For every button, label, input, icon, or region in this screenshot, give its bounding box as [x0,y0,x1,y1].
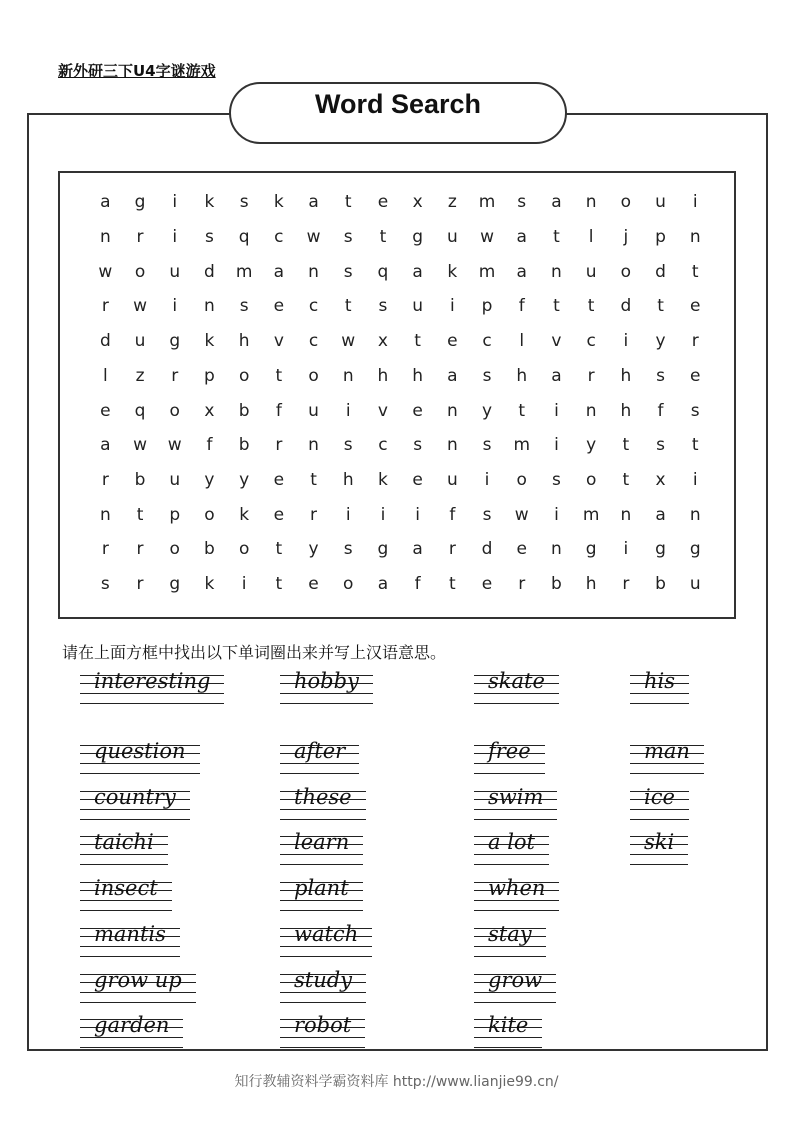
grid-letter: n [689,227,701,248]
grid-letter: r [171,365,179,386]
word-label: robot [294,1013,352,1037]
grid-letter: s [239,192,249,213]
grid-letter: s [205,227,214,248]
grid-letter: t [691,261,699,282]
word-entry [474,669,559,707]
word-label: free [488,739,531,763]
grid-letter: b [655,574,666,595]
grid-letter: p [655,227,666,248]
grid-letter: m [235,261,253,282]
word-entry [280,739,359,777]
grid-letter: u [169,261,181,282]
word-label: grow [488,968,543,992]
grid-letter: o [585,469,597,490]
grid-letter: r [101,296,109,317]
grid-letter: c [482,331,492,352]
grid-letter: k [204,574,215,595]
grid-letter: r [136,539,144,560]
grid-letter: e [516,539,527,560]
word-entry [280,830,363,868]
grid-letter: x [412,192,423,213]
grid-letter: m [478,192,496,213]
grid-letter: s [552,469,561,490]
grid-letter: n [342,365,354,386]
grid-letter: a [551,192,562,213]
grid-letter: q [238,227,250,248]
grid-letter: x [204,400,215,421]
grid-letter: a [273,261,285,282]
word-label: interesting [94,669,211,693]
grid-letter: g [169,331,181,352]
grid-letter: n [551,261,562,282]
word-entry [80,922,180,960]
grid-letter: a [308,192,319,213]
grid-letter: s [413,435,423,456]
grid-letter: x [377,331,388,352]
grid-letter: l [588,227,594,248]
title-banner [229,82,567,144]
grid-letter: h [516,365,528,386]
grid-letter: i [380,504,386,525]
grid-letter: d [481,539,493,560]
grid-letter: k [239,504,250,525]
grid-letter: o [134,261,146,282]
word-label: garden [94,1013,170,1037]
grid-letter: t [414,331,421,352]
grid-letter: u [412,296,424,317]
grid-letter: r [587,365,595,386]
grid-letter: r [691,331,699,352]
grid-letter: e [447,331,458,352]
grid-letter: f [275,400,282,421]
grid-letter: o [620,192,632,213]
grid-letter: d [655,261,666,282]
grid-letter: c [274,227,284,248]
grid-letter: e [412,469,423,490]
word-entry [630,739,704,777]
grid-letter: o [308,365,319,386]
grid-letter: t [275,365,283,386]
grid-letter: l [102,365,108,386]
grid-letter: h [620,400,632,421]
word-label: a lot [488,830,535,854]
grid-letter: t [518,400,526,421]
grid-letter: g [585,539,597,560]
word-label: man [644,739,690,763]
grid-letter: g [169,574,181,595]
word-label: question [94,739,186,763]
word-entry [80,876,172,914]
grid-letter: m [513,435,531,456]
grid-letter: k [273,192,284,213]
grid-letter: m [478,261,496,282]
grid-letter: h [238,331,250,352]
grid-letter: g [412,227,424,248]
grid-letter: a [412,261,423,282]
grid-letter: t [587,296,595,317]
grid-letter: n [689,504,701,525]
grid-letter: n [446,400,458,421]
grid-letter: u [446,227,458,248]
word-entry [474,785,557,823]
word-entry [630,830,688,868]
grid-letter: f [657,400,664,421]
grid-letter: n [446,435,458,456]
grid-letter: k [204,192,215,213]
word-label: insect [94,876,158,900]
grid-letter: s [378,296,388,317]
word-entry [474,876,559,914]
word-entry [630,785,689,823]
grid-letter: t [622,469,630,490]
grid-letter: e [100,400,111,421]
grid-letter: a [377,574,389,595]
grid-letter: i [484,469,490,490]
grid-letter: o [169,400,180,421]
grid-letter: v [551,331,562,352]
grid-letter: e [481,574,493,595]
grid-letter: h [412,365,424,386]
grid-letter: h [585,574,597,595]
grid-letter: s [343,227,353,248]
grid-letter: i [554,435,559,456]
grid-letter: s [343,435,353,456]
grid-letter: a [100,192,111,213]
word-label: ski [644,830,675,854]
word-label: these [294,785,352,809]
grid-letter: o [204,504,215,525]
grid-letter: o [238,539,250,560]
grid-letter: h [620,365,632,386]
grid-letter: t [275,574,283,595]
grid-letter: f [449,504,456,525]
grid-letter: e [273,504,285,525]
grid-letter: a [516,227,527,248]
grid-letter: r [448,539,456,560]
word-entry [80,1013,183,1051]
grid-letter: q [134,400,146,421]
word-label: study [294,968,353,992]
grid-letter: i [623,539,629,560]
grid-letter: c [308,331,319,352]
word-entry [280,876,363,914]
word-entry [80,785,190,823]
grid-letter: o [343,574,354,595]
grid-letter: d [204,261,215,282]
grid-letter: n [308,261,319,282]
grid-letter: b [551,574,562,595]
grid-letter: i [415,504,420,525]
grid-letter: c [586,331,596,352]
grid-letter: b [238,435,250,456]
grid-letter: t [310,469,317,490]
grid-letter: r [310,504,318,525]
grid-letter: i [172,227,178,248]
grid-letter: o [238,365,250,386]
grid-letter: o [516,469,527,490]
grid-letter: c [308,296,319,317]
grid-letter: r [136,227,144,248]
footer-watermark: 知行教辅资料学霸资料库 http://www.lianjie99.cn/ [234,1074,559,1090]
grid-letter: l [519,331,525,352]
word-entry [474,968,556,1006]
word-entry [80,968,196,1006]
grid-letter: b [238,400,250,421]
grid-letter: e [273,296,285,317]
grid-letter: g [377,539,389,560]
grid-letter: t [622,435,630,456]
grid-letter: c [378,435,388,456]
grid-letter: i [172,192,178,213]
word-entry [80,830,168,868]
grid-letter: n [620,504,632,525]
grid-letter: u [585,261,597,282]
grid-letter: d [620,296,632,317]
grid-letter: g [689,539,701,560]
grid-letter: i [449,296,455,317]
grid-letter: s [690,400,700,421]
word-entry [80,669,224,707]
grid-letter: a [655,504,666,525]
grid-letter: n [204,296,215,317]
grid-letter: v [377,400,388,421]
grid-letter: e [412,400,423,421]
grid-letter: t [136,504,144,525]
grid-letter: b [204,539,215,560]
grid-letter: k [204,331,215,352]
grid-letter: i [692,469,698,490]
grid-letter: r [101,469,109,490]
grid-letter: w [306,227,321,248]
grid-letter: y [308,539,319,560]
grid-letter: n [585,192,597,213]
word-entry [474,739,545,777]
word-entry [280,669,373,707]
grid-letter: u [308,400,319,421]
word-entry [630,669,689,707]
grid-letter: u [169,469,181,490]
instruction-text: 请在上面方框中找出以下单词圈出来并写上汉语意思。 [62,643,447,662]
grid-letter: w [341,331,356,352]
grid-letter: a [447,365,458,386]
grid-letter: i [692,192,698,213]
grid-letter: r [518,574,526,595]
card-title: Word Search [314,88,482,119]
word-label: mantis [94,922,166,946]
word-label: swim [488,785,544,809]
grid-letter: o [169,539,180,560]
word-label: kite [488,1013,529,1037]
word-label: skate [488,669,545,693]
grid-letter: s [656,365,665,386]
word-label: grow up [94,968,182,992]
grid-letter: y [204,469,215,490]
grid-letter: n [308,435,319,456]
grid-letter: u [446,469,458,490]
grid-letter: i [345,400,351,421]
grid-letter: o [620,261,632,282]
word-label: watch [294,922,359,946]
word-label: ice [644,785,675,809]
grid-letter: w [133,435,147,456]
grid-letter: s [343,261,353,282]
document-header: 新外研三下U4字谜游戏 [58,62,216,80]
grid-letter: r [622,574,630,595]
word-entry [474,922,546,960]
grid-letter: t [275,539,283,560]
grid-letter: i [554,504,559,525]
grid-letter: y [655,331,666,352]
word-label: learn [294,830,350,854]
grid-letter: i [172,296,178,317]
grid-letter: u [655,192,666,213]
word-label: taichi [94,830,154,854]
grid-letter: x [655,469,666,490]
grid-letter: w [98,261,113,282]
grid-letter: n [99,504,111,525]
grid-letter: m [582,504,600,525]
grid-letter: a [100,435,111,456]
grid-letter: u [689,574,701,595]
word-entry [474,830,549,868]
word-label: his [644,669,676,693]
grid-letter: t [553,296,560,317]
grid-letter: i [241,574,247,595]
grid-letter: y [482,400,493,421]
word-label: when [488,876,546,900]
word-label: after [294,739,346,763]
grid-letter: h [377,365,389,386]
grid-letter: s [656,435,665,456]
grid-letter: n [551,539,562,560]
grid-letter: k [378,469,388,490]
word-label: stay [488,922,532,946]
grid-letter: s [482,504,492,525]
grid-letter: f [206,435,213,456]
grid-letter: e [308,574,319,595]
grid-letter: s [100,574,110,595]
grid-letter: f [518,296,525,317]
grid-letter: r [101,539,109,560]
grid-letter: i [623,331,629,352]
grid-letter: s [482,435,492,456]
grid-letter: z [135,365,145,386]
grid-letter: a [412,539,423,560]
grid-letter: n [585,400,597,421]
grid-letter: t [553,227,560,248]
grid-letter: t [449,574,456,595]
grid-letter: n [99,227,111,248]
grid-letter: v [273,331,284,352]
grid-letter: d [99,331,111,352]
grid-letter: s [239,296,249,317]
grid-letter: t [344,296,352,317]
grid-letter: b [134,469,146,490]
grid-letter: t [657,296,664,317]
grid-letter: j [623,227,629,248]
grid-letter: s [482,365,492,386]
grid-letter: e [690,296,701,317]
grid-letter: t [344,192,352,213]
word-entry [80,739,200,777]
word-label: hobby [294,669,359,693]
grid-letter: t [379,227,387,248]
grid-letter: a [551,365,562,386]
grid-letter: y [586,435,597,456]
grid-letter: e [273,469,285,490]
grid-letter: p [169,504,181,525]
grid-letter: i [554,400,559,421]
grid-letter: r [136,574,144,595]
grid-letter: y [239,469,250,490]
word-entry [280,1013,365,1051]
word-label: country [94,785,176,809]
grid-letter: t [691,435,699,456]
word-entry [280,922,372,960]
word-entry [474,1013,542,1051]
grid-letter: k [447,261,458,282]
grid-letter: w [133,296,147,317]
grid-letter: w [514,504,529,525]
grid-letter: q [377,261,389,282]
grid-letter: s [517,192,527,213]
word-entry [280,785,366,823]
grid-letter: w [167,435,182,456]
word-label: plant [294,876,349,900]
grid-letter: u [134,331,146,352]
grid-letter: e [377,192,389,213]
grid-letter: p [204,365,215,386]
grid-letter: z [447,192,457,213]
grid-letter: g [134,192,146,213]
grid-letter: a [516,261,527,282]
grid-letter: r [275,435,283,456]
word-entry [280,968,366,1006]
grid-letter: i [345,504,351,525]
grid-letter: e [690,365,701,386]
grid-letter: p [481,296,493,317]
grid-letter: f [414,574,421,595]
grid-letter: w [480,227,494,248]
grid-letter: s [343,539,353,560]
grid-letter: h [342,469,354,490]
grid-letter: g [655,539,666,560]
